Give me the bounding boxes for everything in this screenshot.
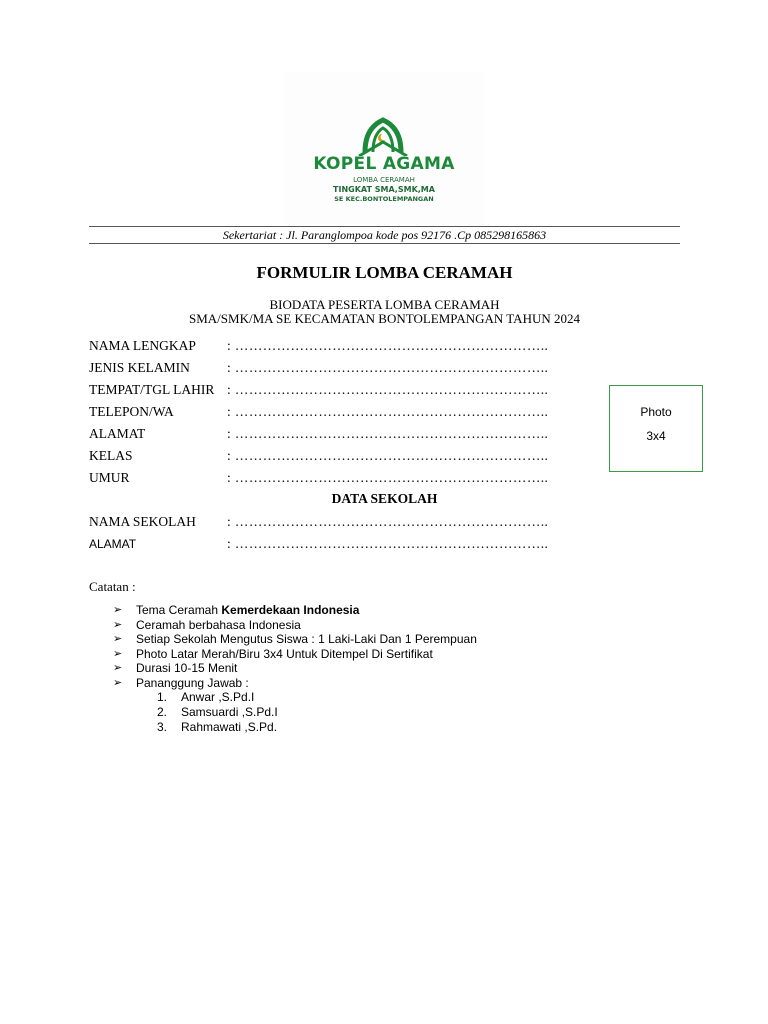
arrow-bullet-icon: ➢: [113, 618, 123, 631]
field-blank-alamat-sekolah[interactable]: : …………………………………………………………..: [227, 536, 549, 551]
secretariat-address: Sekertariat : Jl. Paranglompoa kode pos 92176 .Cp 085298165863: [222, 228, 547, 242]
photo-placeholder: [609, 385, 703, 472]
note-text: Ceramah berbahasa Indonesia: [136, 617, 301, 632]
notes-label: Catatan :: [89, 579, 136, 594]
field-label-nama-sekolah: NAMA SEKOLAH: [89, 514, 196, 529]
logo-title: KOPEL AGAMA: [313, 154, 455, 174]
note-text: Setiap Sekolah Mengutus Siswa : 1 Laki-Laki Dan 1 Perempuan: [136, 632, 477, 646]
field-label-umur: UMUR: [89, 470, 130, 485]
arrow-bullet-icon: ➢: [113, 676, 123, 689]
arrow-bullet-icon: ➢: [113, 633, 123, 645]
field-label-kelas: KELAS: [89, 448, 133, 463]
note-text: Durasi 10-15 Menit: [136, 661, 238, 675]
form-subtitle-2: SMA/SMK/MA SE KECAMATAN BONTOLEMPANGAN TAHUN 2024: [189, 311, 580, 326]
note-text: Photo Latar Merah/Biru 3x4 Untuk Ditempel Di Sertifikat: [136, 646, 433, 661]
field-blank-umur[interactable]: : …………………………………………………………..: [227, 470, 549, 485]
list-number: 3.: [157, 720, 168, 734]
field-blank-jenis-kelamin[interactable]: : …………………………………………………………..: [227, 360, 549, 375]
field-blank-nama-lengkap[interactable]: : …………………………………………………………..: [227, 338, 549, 353]
school-data-heading: DATA SEKOLAH: [331, 491, 438, 506]
logo-subtitle-1: LOMBA CERAMAH: [353, 176, 415, 184]
form-title: FORMULIR LOMBA CERAMAH: [256, 263, 513, 282]
header-divider-top: [89, 226, 680, 227]
arrow-bullet-icon: ➢: [113, 604, 123, 616]
mosque-dome-icon: [351, 112, 415, 156]
field-label-alamat-sekolah: ALAMAT: [89, 537, 137, 551]
photo-size-label: 3x4: [646, 429, 666, 443]
field-blank-tempat-tgl-lahir[interactable]: : …………………………………………………………..: [227, 382, 549, 397]
field-label-jenis-kelamin: JENIS KELAMIN: [89, 360, 190, 375]
responsible-name: Samsuardi ,S.Pd.I: [181, 705, 278, 719]
photo-label: Photo: [640, 405, 672, 419]
logo: [283, 72, 485, 224]
field-label-alamat: ALAMAT: [89, 426, 146, 441]
field-blank-kelas[interactable]: : …………………………………………………………..: [227, 448, 549, 463]
list-number: 2.: [157, 705, 168, 719]
field-blank-nama-sekolah[interactable]: : …………………………………………………………..: [227, 514, 549, 529]
logo-subtitle-3: SE KEC.BONTOLEMPANGAN: [334, 195, 434, 203]
note-text-bold: Kemerdekaan Indonesia: [221, 603, 360, 617]
field-label-tempat-tgl-lahir: TEMPAT/TGL LAHIR: [89, 382, 215, 397]
note-text: Pananggung Jawab :: [136, 675, 249, 690]
responsible-name: Rahmawati ,S.Pd.: [181, 720, 278, 734]
field-blank-alamat[interactable]: : …………………………………………………………..: [227, 426, 549, 441]
field-blank-telepon-wa[interactable]: : …………………………………………………………..: [227, 404, 549, 419]
arrow-bullet-icon: ➢: [113, 662, 123, 674]
field-label-nama-lengkap: NAMA LENGKAP: [89, 338, 196, 353]
arrow-bullet-icon: ➢: [113, 647, 123, 660]
note-text: Tema Ceramah: [136, 603, 222, 617]
header-divider-bottom: [89, 243, 680, 244]
list-number: 1.: [157, 690, 168, 704]
responsible-name: Anwar ,S.Pd.I: [181, 690, 255, 704]
logo-subtitle-2: TINGKAT SMA,SMK,MA: [333, 185, 435, 194]
form-subtitle-1: BIODATA PESERTA LOMBA CERAMAH: [269, 297, 500, 312]
field-label-telepon-wa: TELEPON/WA: [89, 404, 174, 419]
